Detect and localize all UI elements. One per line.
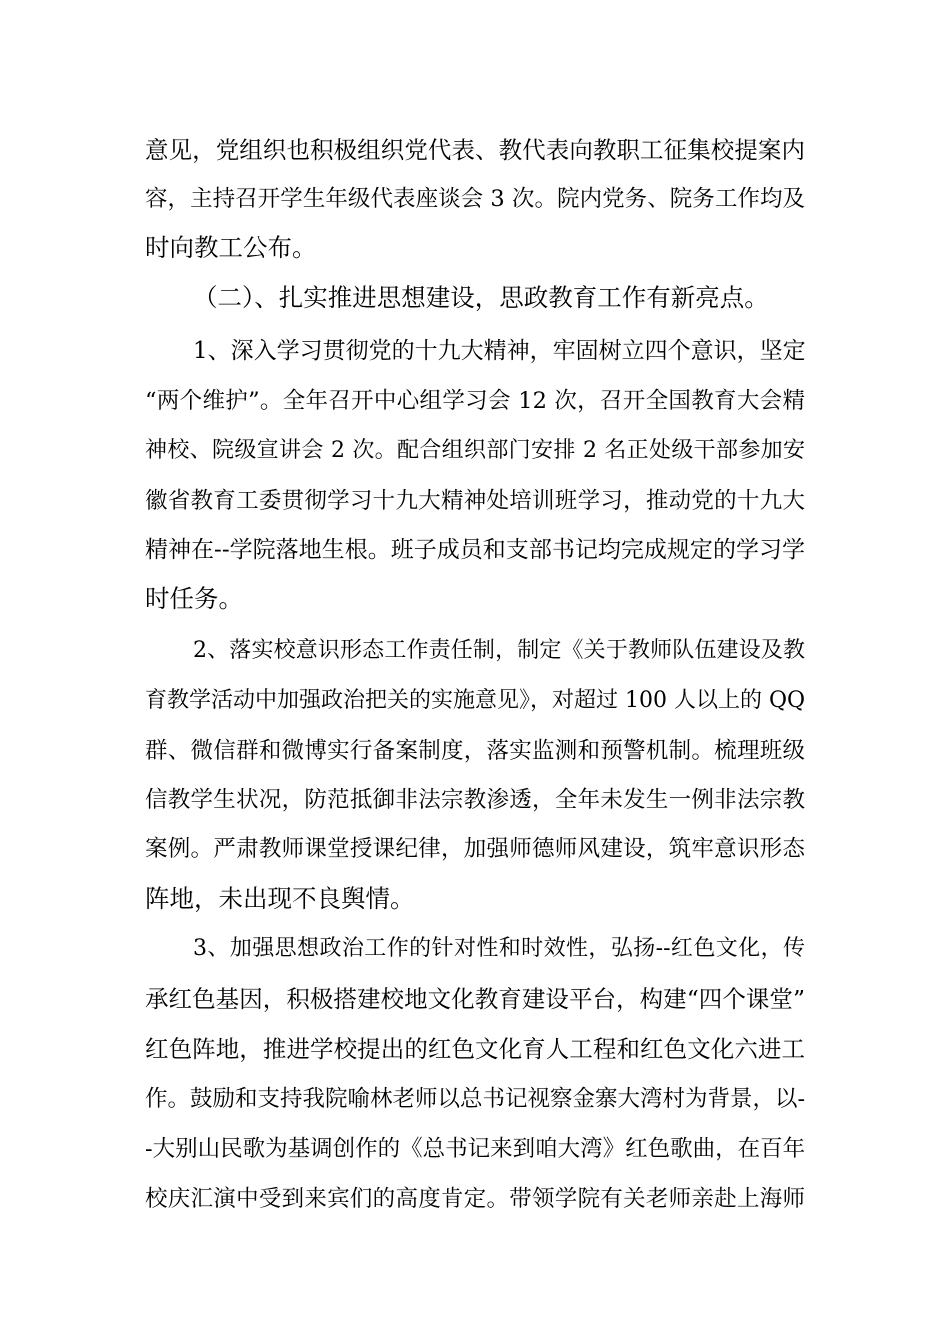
paragraph-line: 校庆汇演中受到来宾们的高度肯定。带领学院有关老师亲赴上海师 <box>145 1186 805 1212</box>
paragraph-line: 承红色基因，积极搭建校地文化教育建设平台，构建“四个课堂” <box>145 985 805 1013</box>
paragraph-line: 信教学生状况，防范抵御非法宗教渗透，全年未发生一例非法宗教 <box>145 787 805 813</box>
paragraph-line: 精神在--学院落地生根。班子成员和支部书记均完成规定的学习学 <box>145 537 805 563</box>
paragraph-line: 阵地，未出现不良舆情。 <box>145 884 415 913</box>
paragraph-line: 3、加强思想政治工作的针对性和时效性，弘扬--红色文化，传 <box>193 936 805 961</box>
paragraph-line: 神校、院级宣讲会 2 次。配合组织部门安排 2 名正处级干部参加安 <box>145 438 805 463</box>
paragraph-line: “两个维护”。全年召开中心组学习会 12 次，召开全国教育大会精 <box>145 388 805 414</box>
paragraph-line: 1、深入学习贯彻党的十九大精神，牢固树立四个意识，坚定 <box>193 338 806 364</box>
paragraph-line: 作。鼓励和支持我院喻林老师以总书记视察金寨大湾村为背景，以- <box>145 1086 806 1112</box>
section-heading: （二）、扎实推进思想建设，思政教育工作有新亮点。 <box>193 283 769 312</box>
paragraph-line: 时向教工公布。 <box>145 233 317 262</box>
paragraph-line: 容，主持召开学生年级代表座谈会 3 次。院内党务、院务工作均及 <box>145 186 805 212</box>
paragraph-line: 案例。严肃教师课堂授课纪律，加强师德师风建设，筑牢意识形态 <box>145 836 805 862</box>
paragraph-line: 意见，党组织也积极组织党代表、教代表向教职工征集校提案内 <box>145 136 805 164</box>
paragraph-line: -大别山民歌为基调创作的《总书记来到咱大湾》红色歌曲，在百年 <box>145 1136 806 1162</box>
paragraph-line: 时任务。 <box>145 584 243 613</box>
paragraph-line: 徽省教育工委贯彻学习十九大精神处培训班学习，推动党的十九大 <box>145 488 805 514</box>
paragraph-line: 群、微信群和微博实行备案制度，落实监测和预警机制。梳理班级 <box>145 738 805 764</box>
paragraph-line: 红色阵地，推进学校提出的红色文化育人工程和红色文化六进工 <box>145 1035 805 1063</box>
paragraph-line: 2、落实校意识形态工作责任制，制定《关于教师队伍建设及教 <box>193 638 805 663</box>
paragraph-line: 育教学活动中加强政治把关的实施意见》，对超过 100 人以上的 QQ <box>145 688 806 713</box>
